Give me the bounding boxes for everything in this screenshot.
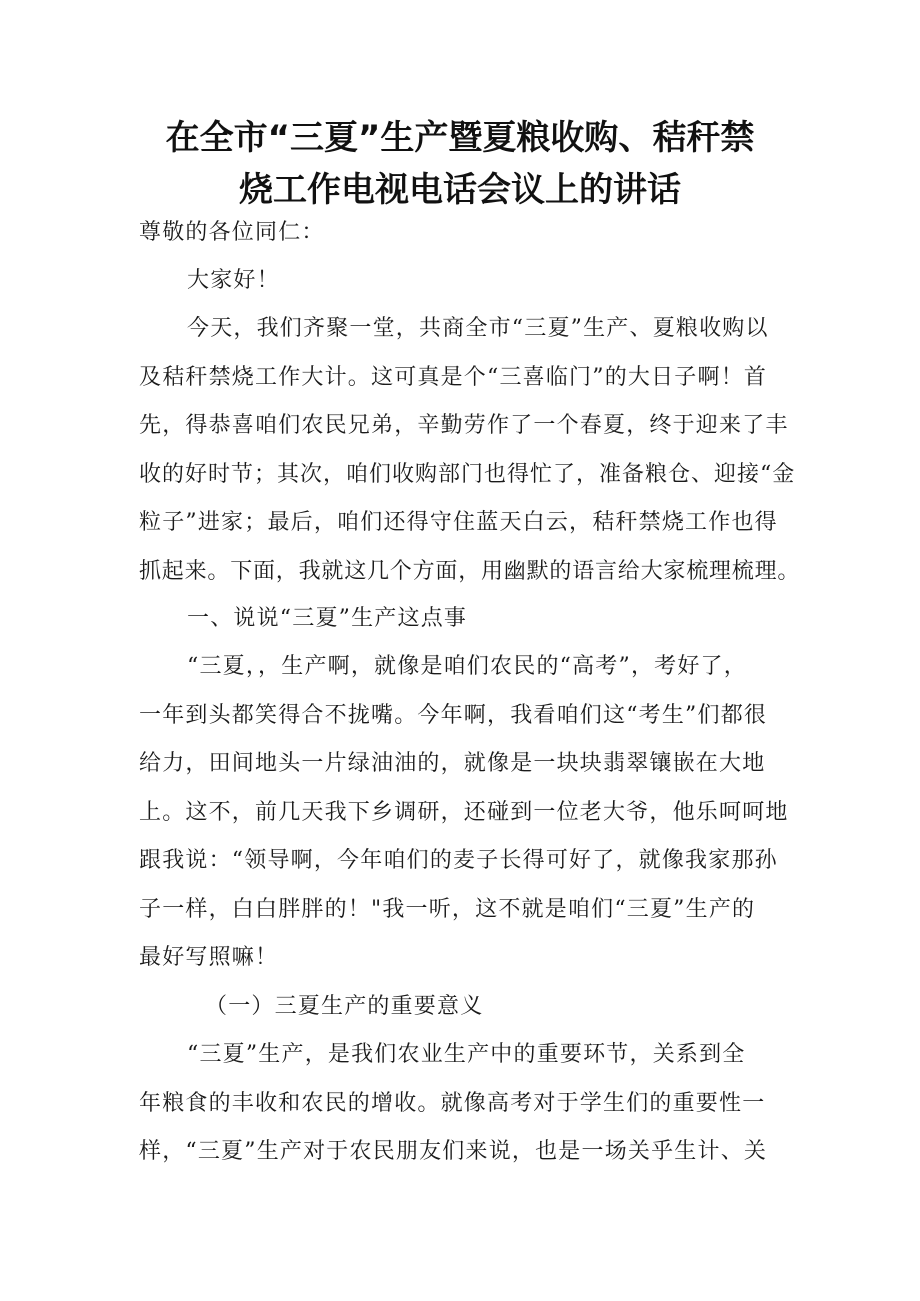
paragraph-line: 粒子”进家；最后，咱们还得守住蓝天白云，秸秆禁烧工作也得: [139, 510, 778, 535]
section-heading: 一、说说“三夏”生产这点事: [187, 606, 468, 631]
paragraph-line: 年粮食的丰收和农民的增收。就像高考对于学生们的重要性一: [139, 1091, 766, 1116]
paragraph-line: “三夏”生产，是我们农业生产中的重要环节，关系到全: [187, 1042, 746, 1067]
paragraph-line: 最好写照嘛！: [139, 945, 279, 970]
document-title-line-1: 在全市“三夏”生产暨夏粮收购、秸秆禁: [165, 118, 755, 158]
paragraph-line: 跟我说：“领导啊，今年咱们的麦子长得可好了，就像我家那孙: [139, 848, 778, 873]
paragraph-line: 样，“三夏”生产对于农民朋友们来说，也是一场关乎生计、关: [139, 1139, 768, 1164]
paragraph-line: 子一样，白白胖胖的！"我一听，这不就是咱们“三夏”生产的: [139, 897, 756, 922]
paragraph-line: 先，得恭喜咱们农民兄弟，辛勤劳作了一个春夏，终于迎来了丰: [139, 413, 789, 438]
paragraph-line: 上。这不，前几天我下乡调研，还碰到一位老大爷，他乐呵呵地: [139, 800, 789, 825]
paragraph-line: 及秸秆禁烧工作大计。这可真是个“三喜临门”的大日子啊！首: [139, 365, 768, 390]
subsection-heading: （一）三夏生产的重要意义: [205, 994, 484, 1019]
document-title-line-2: 烧工作电视电话会议上的讲话: [239, 170, 681, 210]
salutation: 尊敬的各位同仁：: [139, 220, 325, 245]
paragraph-line: “三夏，，生产啊，就像是咱们农民的“高考”，考好了，: [187, 654, 747, 679]
paragraph-line: 今天，我们齐聚一堂，共商全市“三夏”生产、夏粮收购以: [187, 316, 769, 341]
paragraph-line: 一年到头都笑得合不拢嘴。今年啊，我看咱们这“考生”们都很: [139, 703, 768, 728]
greeting: 大家好！: [187, 268, 280, 293]
paragraph-line: 抓起来。下面，我就这几个方面，用幽默的语言给大家梳理梳理。: [139, 559, 801, 584]
paragraph-line: 给力，田间地头一片绿油油的，就像是一块块翡翠镶嵌在大地: [139, 751, 766, 776]
paragraph-line: 收的好时节；其次，咱们收购部门也得忙了，准备粮仓、迎接“金: [139, 462, 796, 487]
